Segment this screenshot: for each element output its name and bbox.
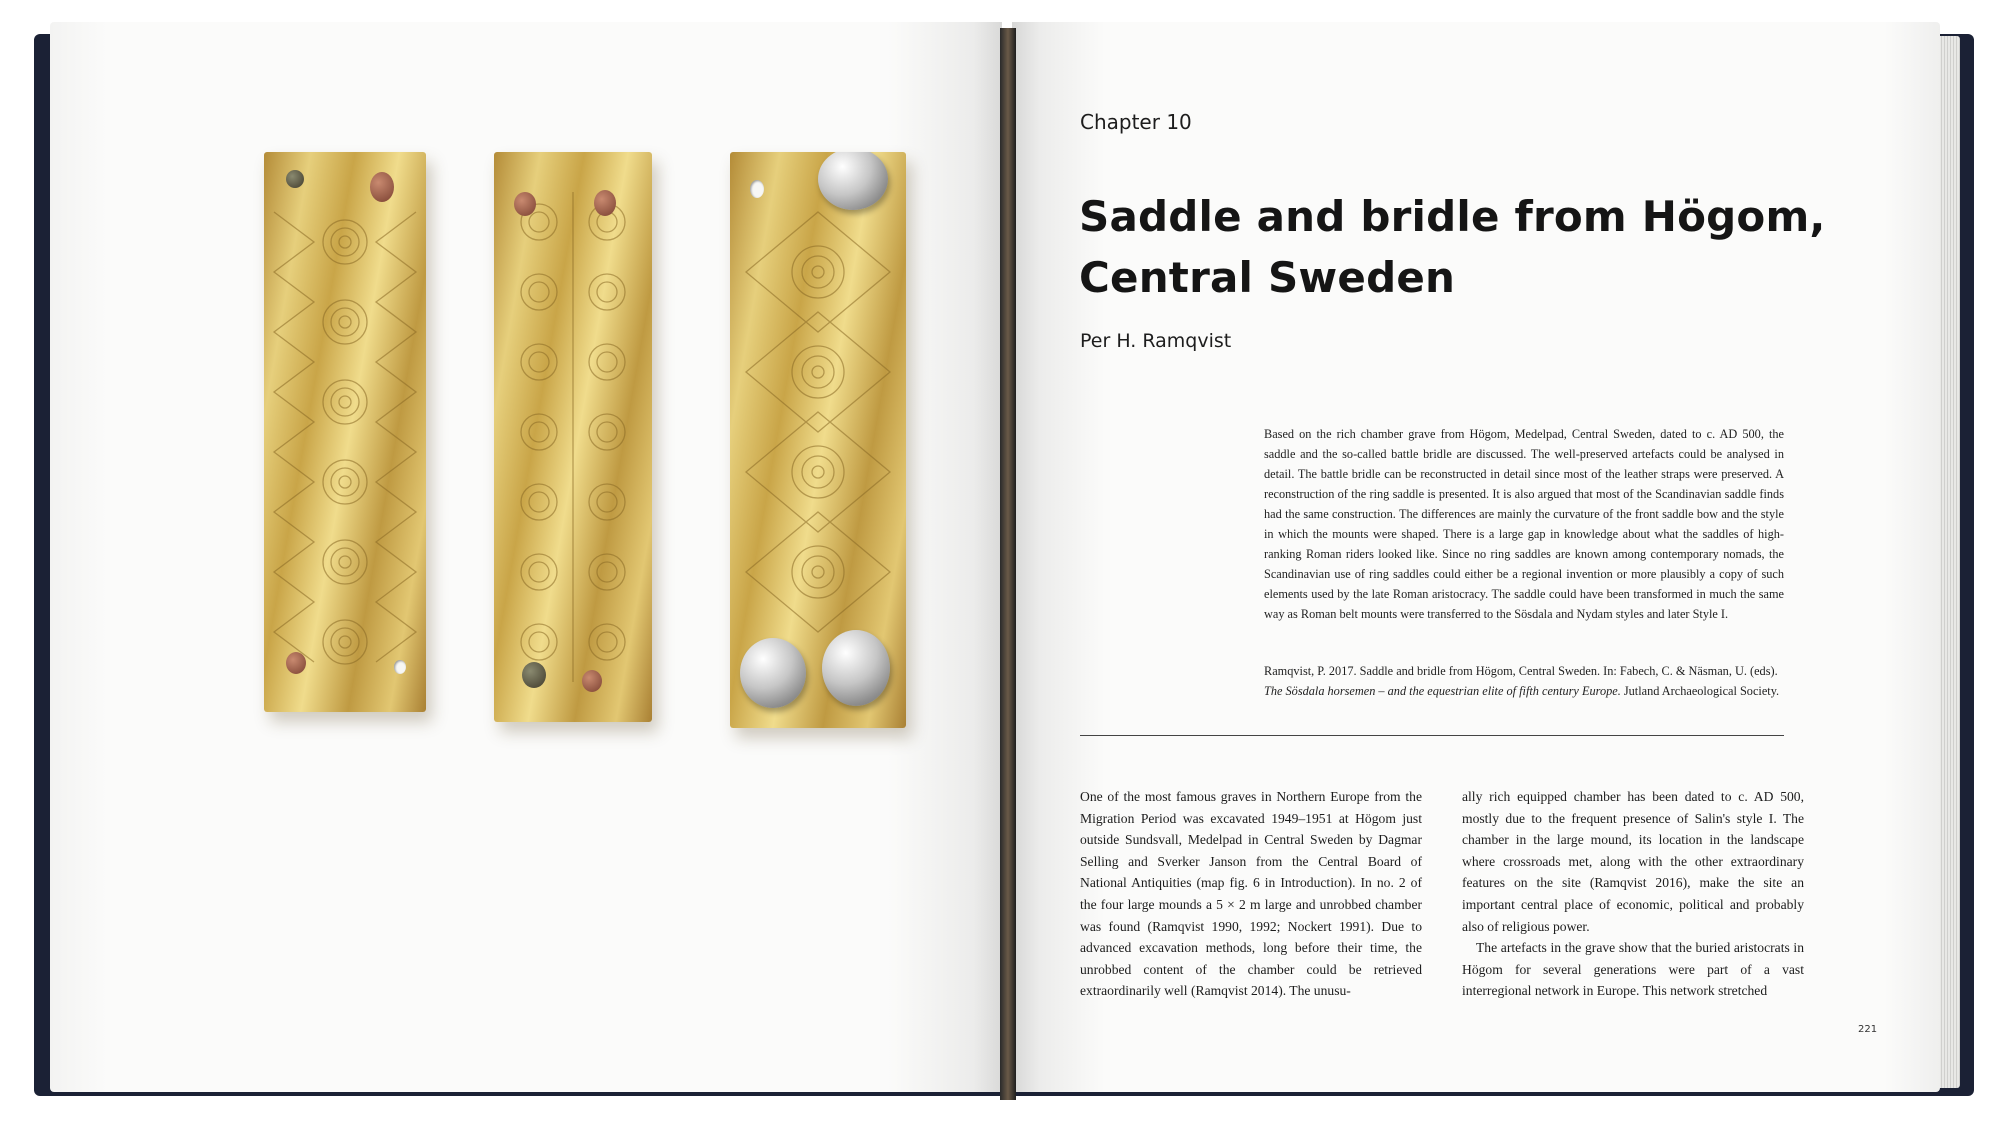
citation-publisher: Jutland Archaeological Society.: [1620, 684, 1780, 698]
author-name: Per H. Ramqvist: [1080, 330, 1232, 352]
nail-hole: [394, 660, 406, 674]
body-column-2: [1462, 786, 1804, 1002]
mount-ornament-2: [494, 152, 652, 722]
body-paragraph: ally rich equipped chamber has been dated to c. AD 500, mostly due to the frequent presence of Salin's style I. The chamber in the large mound, its location in the landscape where crossroads met, along with the other extraordinary features on the site (Ramqvist 2016), make the site an important central place of economic, political and probably also of religious power.: [1462, 789, 1804, 934]
gilded-mount-strip-3: [730, 152, 906, 728]
body-paragraph: One of the most famous graves in Northern Europe from the Migration Period was excavated 1949–1951 at Högom just outside Sundsvall, Medelpad in Central Sweden by Dagmar Selling and Sverker Janson from the Central Board of National Antiquities (map fig. 6 in Introduction). In no. 2 of the four large mounds a 5 × 2 m large and unrobbed chamber was found (Ramqvist 1990, 1992; Nockert 1991). Due to advanced excavation methods, long before their time, the unrobbed content of the chamber could be retrieved extraordinarily well (Ramqvist 2014). The unusu-: [1080, 789, 1422, 999]
citation-text: Ramqvist, P. 2017. Saddle and bridle from Högom, Central Sweden. In: Fabech, C. & Näsman, U. (eds).: [1264, 664, 1778, 678]
book-spine: [1000, 28, 1016, 1100]
citation: [1264, 661, 1784, 701]
rivet: [582, 670, 602, 692]
gilded-mount-strip-2: [494, 152, 652, 722]
abstract: Based on the rich chamber grave from Högom, Medelpad, Central Sweden, dated to c. AD 500, the saddle and the so-called battle bridle are discussed. The well-preserved artefacts could be analysed in detail. The battle bridle can be reconstructed in detail since most of the leather straps were preserved. A reconstruction of the ring saddle is presented. It is also argued that most of the Scandinavian saddle finds had the same construction. The differences are mainly the curvature of the front saddle bow and the style in which the mounts were shaped. There is a large gap in knowledge about what the saddles of high-ranking Roman riders looked like. Since no ring saddles are known among contemporary nomads, the Scandinavian use of ring saddles could either be a regional invention or more plausibly a copy of such elements used by the late Roman aristocracy. The saddle could have been transformed in much the same way as Roman belt mounts were transferred to the Sösdala and Nydam styles and later Style I.: [1264, 427, 1784, 621]
body-paragraph: The artefacts in the grave show that the buried aristocrats in Högom for several generations were part of a vast interregional network in Europe. This network stretched: [1462, 940, 1804, 999]
silver-rivet: [822, 630, 890, 706]
chapter-title: [1079, 186, 1899, 308]
rivet: [594, 190, 616, 216]
chapter-title-line-2: Central Sweden: [1079, 253, 1456, 302]
rivet: [286, 170, 304, 188]
silver-rivet: [740, 638, 806, 708]
body-column-1: [1080, 786, 1422, 1002]
chapter-title-line-1: Saddle and bridle from Högom,: [1079, 192, 1826, 241]
rivet: [286, 652, 306, 674]
gilded-mount-strip-1: [264, 152, 426, 712]
rivet: [514, 192, 536, 216]
chapter-label: Chapter 10: [1080, 110, 1192, 134]
rivet: [522, 662, 546, 688]
left-page-photo: [50, 22, 1002, 1092]
mount-ornament-1: [264, 152, 426, 712]
page-number: 221: [1858, 1024, 1878, 1035]
citation-book-title: The Sösdala horsemen – and the equestrian elite of fifth century Europe.: [1264, 684, 1621, 698]
nail-hole: [750, 180, 764, 198]
section-divider: [1080, 735, 1784, 736]
rivet: [370, 172, 394, 202]
